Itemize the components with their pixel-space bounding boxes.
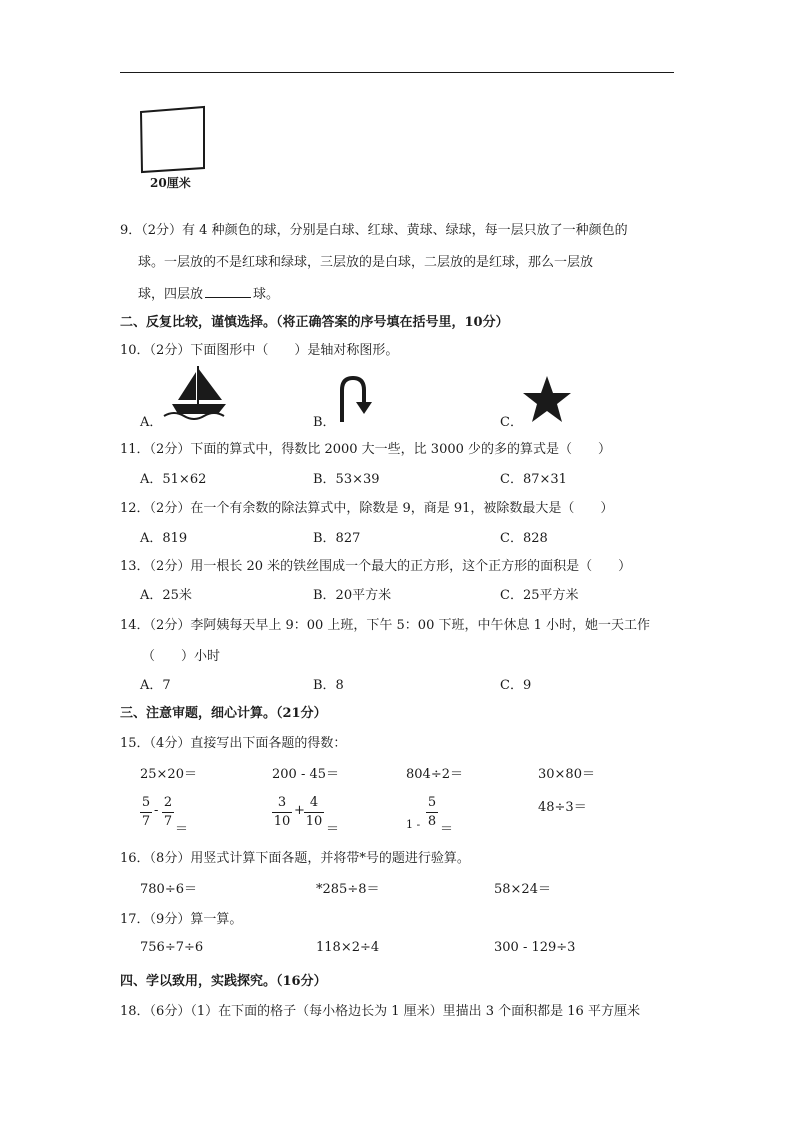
square-side-label: 20厘米 [150,176,191,190]
numerator: 3 [277,795,287,810]
equals-sign: ＝ [175,822,189,837]
u-turn-arrow-icon [334,374,374,428]
equals-sign: ＝ [440,822,454,837]
q17-item-3: 300 - 129÷3 [494,940,576,955]
q14-line1: 14．（2分）李阿姨每天早上 9：00 上班，下午 5：00 下班，中午休息 1 小时，她一天工作 [120,618,651,633]
q12-text: 12．（2分）在一个有余数的除法算式中，除数是 9，商是 91，被除数最大是（ ） [120,501,614,516]
q14-option-a[interactable]: A．7 [140,678,171,693]
answer-blank[interactable] [205,285,251,298]
fraction-bar [304,812,324,813]
fraction-bar [140,812,152,813]
denominator: 7 [141,814,151,829]
denominator: 8 [427,814,437,829]
minus-sign: - [154,803,159,818]
numerator: 4 [309,795,319,810]
q9-line1: 9．（2分）有 4 种颜色的球，分别是白球、红球、黄球、绿球，每一层只放了一种颜色的 [120,223,628,238]
denominator: 10 [273,814,291,829]
denominator: 7 [163,814,173,829]
q18-text: 18．（6分）（1）在下面的格子（每小格边长为 1 厘米）里描出 3 个面积都是 16 平方厘米 [120,1004,640,1019]
q12-option-c[interactable]: C．828 [500,531,548,546]
q15-item-3: 804÷2＝ [406,767,463,782]
q14-option-b[interactable]: B．8 [313,678,344,693]
numerator: 5 [141,795,151,810]
q17-item-1: 756÷7÷6 [140,940,204,955]
fraction-5-8 [426,795,438,830]
q11-option-b[interactable]: B．53×39 [313,472,380,487]
q9-line3-b: 球。 [253,287,280,302]
numerator: 5 [427,795,437,810]
q13-option-c[interactable]: C．25平方米 [500,588,579,603]
fraction-bar [272,812,292,813]
q13-text: 13．（2分）用一根长 20 米的铁丝围成一个最大的正方形，这个正方形的面积是（ ） [120,559,632,574]
q15-item-1: 25×20＝ [140,767,197,782]
q16-item-3: 58×24＝ [494,882,551,897]
q9-line3-a: 球，四层放 [138,287,204,302]
section3-title: 三、注意审题，细心计算。（21分） [120,706,327,721]
header-rule [120,72,674,73]
q10-option-b[interactable]: B． [313,415,336,430]
q15-item-8: 48÷3＝ [538,800,587,815]
plus-sign: + [294,803,305,818]
q13-option-a[interactable]: A．25米 [140,588,192,603]
star-icon [521,374,573,428]
sailboat-icon [160,364,230,424]
q16-text: 16．（8分）用竖式计算下面各题，并将带*号的题进行验算。 [120,851,470,866]
q14-line2: （ ）小时 [142,649,221,664]
q9-line2: 球。一层放的不是红球和绿球，三层放的是白球，二层放的是红球，那么一层放 [138,255,594,270]
q15-item-4: 30×80＝ [538,767,595,782]
q10-option-a[interactable]: A． [140,415,163,430]
fraction-2-7 [162,795,174,830]
q16-item-1: 780÷6＝ [140,882,197,897]
q11-option-a[interactable]: A．51×62 [140,472,207,487]
denominator: 10 [305,814,323,829]
q17-item-2: 118×2÷4 [316,940,380,955]
q11-option-c[interactable]: C．87×31 [500,472,567,487]
fraction-bar [162,812,174,813]
q12-option-b[interactable]: B．827 [313,531,361,546]
q14-option-c[interactable]: C．9 [500,678,532,693]
fraction-5-7 [140,795,152,830]
whole-minus: 1 - [406,818,421,831]
fraction-bar [426,812,438,813]
q11-text: 11．（2分）下面的算式中，得数比 2000 大一些，比 3000 少的多的算式是（ ） [120,442,612,457]
equals-sign: ＝ [326,822,340,837]
q17-text: 17．（9分）算一算。 [120,912,243,927]
q10-option-c[interactable]: C． [500,415,523,430]
fraction-3-10 [272,795,292,830]
q12-option-a[interactable]: A．819 [140,531,188,546]
section4-title: 四、学以致用，实践探究。（16分） [120,974,327,989]
q9-line3 [138,283,279,302]
section2-title: 二、反复比较，谨慎选择。（将正确答案的序号填在括号里，10分） [120,315,509,330]
q16-item-2: *285÷8＝ [316,882,380,897]
fraction-4-10 [304,795,324,830]
q13-option-b[interactable]: B．20平方米 [313,588,392,603]
q15-text: 15．（4分）直接写出下面各题的得数： [120,736,347,751]
q15-item-2: 200 - 45＝ [272,767,340,782]
q10-text: 10．（2分）下面图形中（ ）是轴对称图形。 [120,343,399,358]
numerator: 2 [163,795,173,810]
